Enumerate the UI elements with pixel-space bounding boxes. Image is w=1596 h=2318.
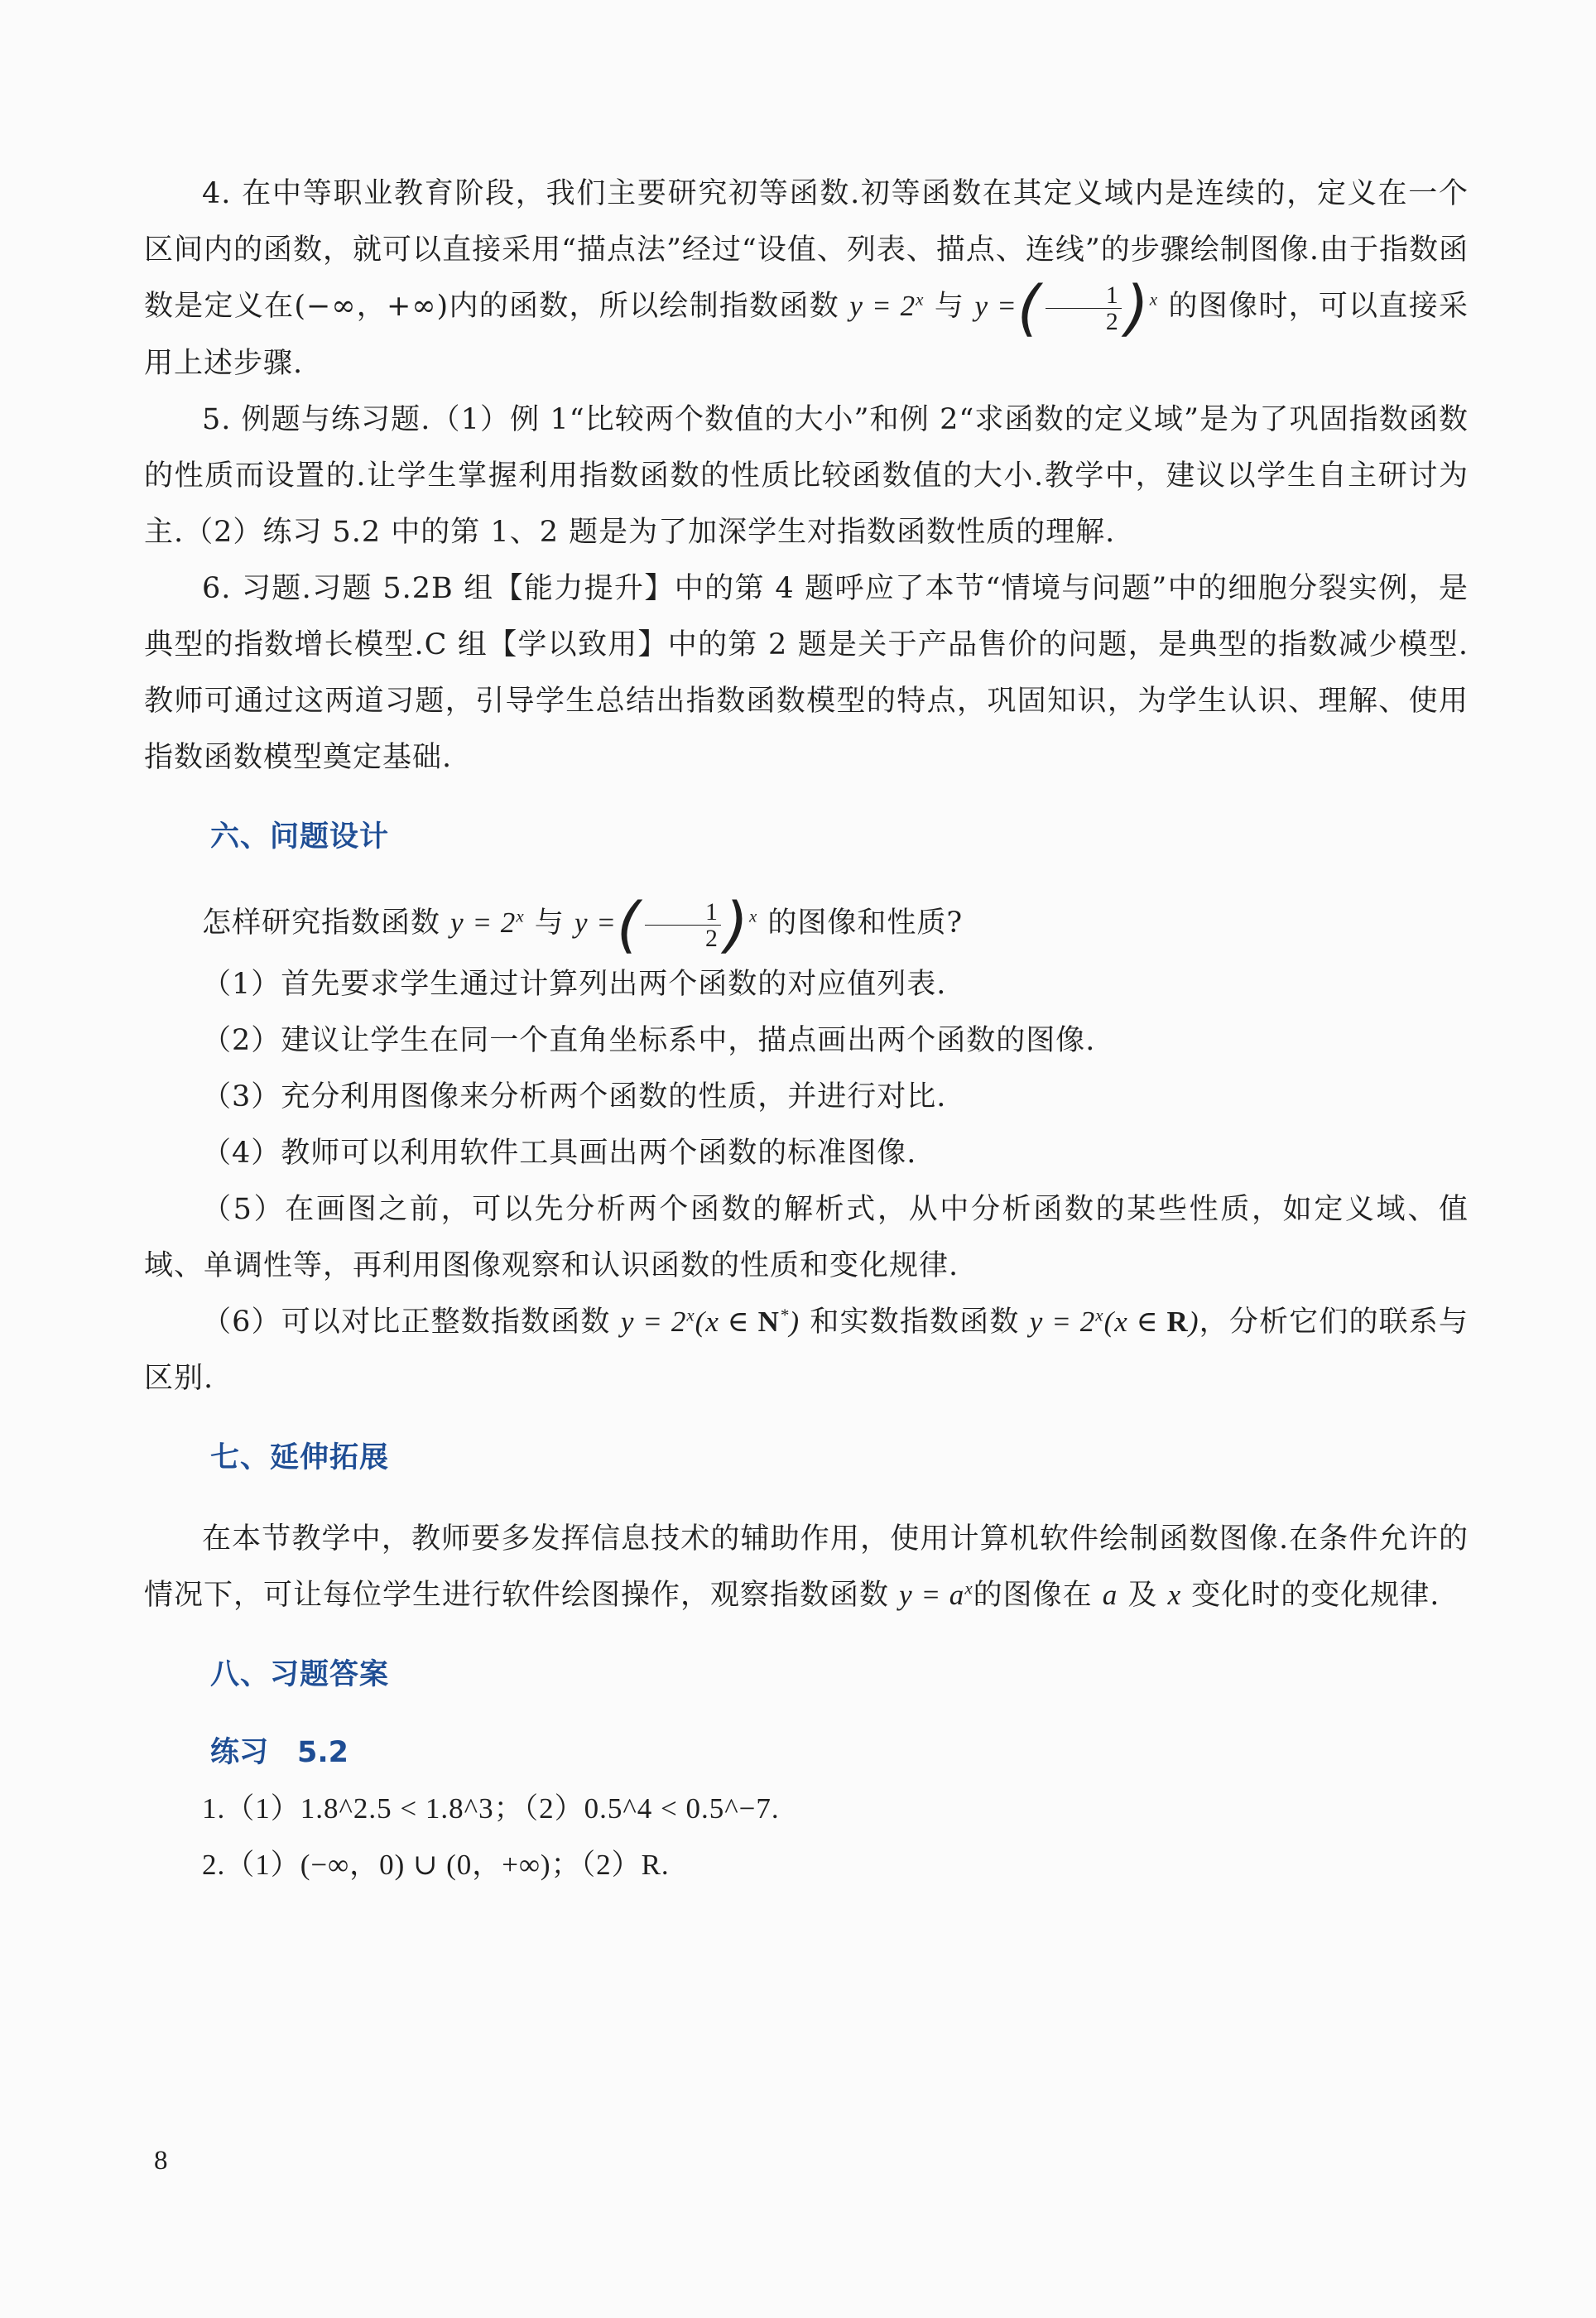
question-item-6: （6）可以对比正整数指数函数 $y = 2^x(x$ ∈ N*) 和实数指数函数 $y = 2^x(x$ ∈ R)，分析它们的联系与区别.: [144, 1305, 1469, 1395]
exercise-title: 练习 5.2: [210, 1735, 349, 1769]
section-8-title: 八、习题答案: [210, 1657, 390, 1691]
question-item-5: （5）在画图之前，可以先分析两个函数的解析式，从中分析函数的某些性质，如定义域、值域、单调性等，再利用图像观察和认识函数的性质和变化规律.: [144, 1192, 1469, 1282]
equation-y-2x: $y = 2^x$: [849, 289, 925, 322]
equation-y-half-x: y =( $\frac{1}{2}$ )$^x$: [974, 272, 1159, 344]
question-item-1: （1）首先要求学生通过计算列出两个函数的对应值列表.: [202, 967, 947, 1001]
paragraph-5: 5. 例题与练习题.（1）例 1“比较两个数值的大小”和例 2“求函数的定义域”是为了巩固指数函数的性质而设置的.让学生掌握利用指数函数的性质比较函数值的大小.教学中，建议以学生自主研讨为主.（2）练习 5.2 中的第 1、2 题是为了加深学生对指数函数性质的理解.: [144, 402, 1469, 549]
paragraph-4: 4. 在中等职业教育阶段，我们主要研究初等函数.初等函数在其定义域内是连续的，定义在一个区间内的函数，就可以直接采用“描点法”经过“设值、列表、描点、连线”的步骤绘制图像.由于指数函数是定义在(−∞，+∞)内的函数，所以绘制指数函数 $y = 2^x$ 与 y =( $\frac{1}{2}$ )$^x$ 的图像时，可以直接采用上述步骤.: [144, 177, 1469, 380]
question-item-3: （3）充分利用图像来分析两个函数的性质，并进行对比.: [202, 1080, 947, 1113]
question-design-prompt: 怎样研究指数函数 $y = 2^x$ 与 y =( $\frac{1}{2}$ )$^x$ 的图像和性质?: [202, 889, 964, 960]
answer-1: 1.（1）1.8^2.5 < 1.8^3；（2）0.5^4 < 0.5^−7.: [202, 1791, 780, 1825]
section-7-title: 七、延伸拓展: [210, 1440, 390, 1474]
extension-paragraph: 在本节教学中，教师要多发挥信息技术的辅助作用，使用计算机软件绘制函数图像.在条件允许的情况下，可让每位学生进行软件绘图操作，观察指数函数 $y = a^x$的图像在 a 及 x 变化时的变化规律.: [144, 1522, 1469, 1612]
question-item-4: （4）教师可以利用软件工具画出两个函数的标准图像.: [202, 1136, 917, 1170]
answer-2: 2.（1）(−∞，0) ∪ (0，+∞)；（2）R.: [202, 1848, 670, 1881]
question-item-2: （2）建议让学生在同一个直角坐标系中，描点画出两个函数的图像.: [202, 1023, 1096, 1057]
paragraph-6: 6. 习题.习题 5.2B 组【能力提升】中的第 4 题呼应了本节“情境与问题”中的细胞分裂实例，是典型的指数增长模型.C 组【学以致用】中的第 2 题是关于产品售价的问题，是典型的指数减少模型.教师可通过这两道习题，引导学生总结出指数函数模型的特点，巩固知识，为学生认识、理解、使用指数函数模型奠定基础.: [144, 571, 1469, 774]
section-6-title: 六、问题设计: [210, 820, 390, 854]
page-number: 8: [154, 2146, 168, 2176]
page-content: [144, 166, 1469, 1893]
